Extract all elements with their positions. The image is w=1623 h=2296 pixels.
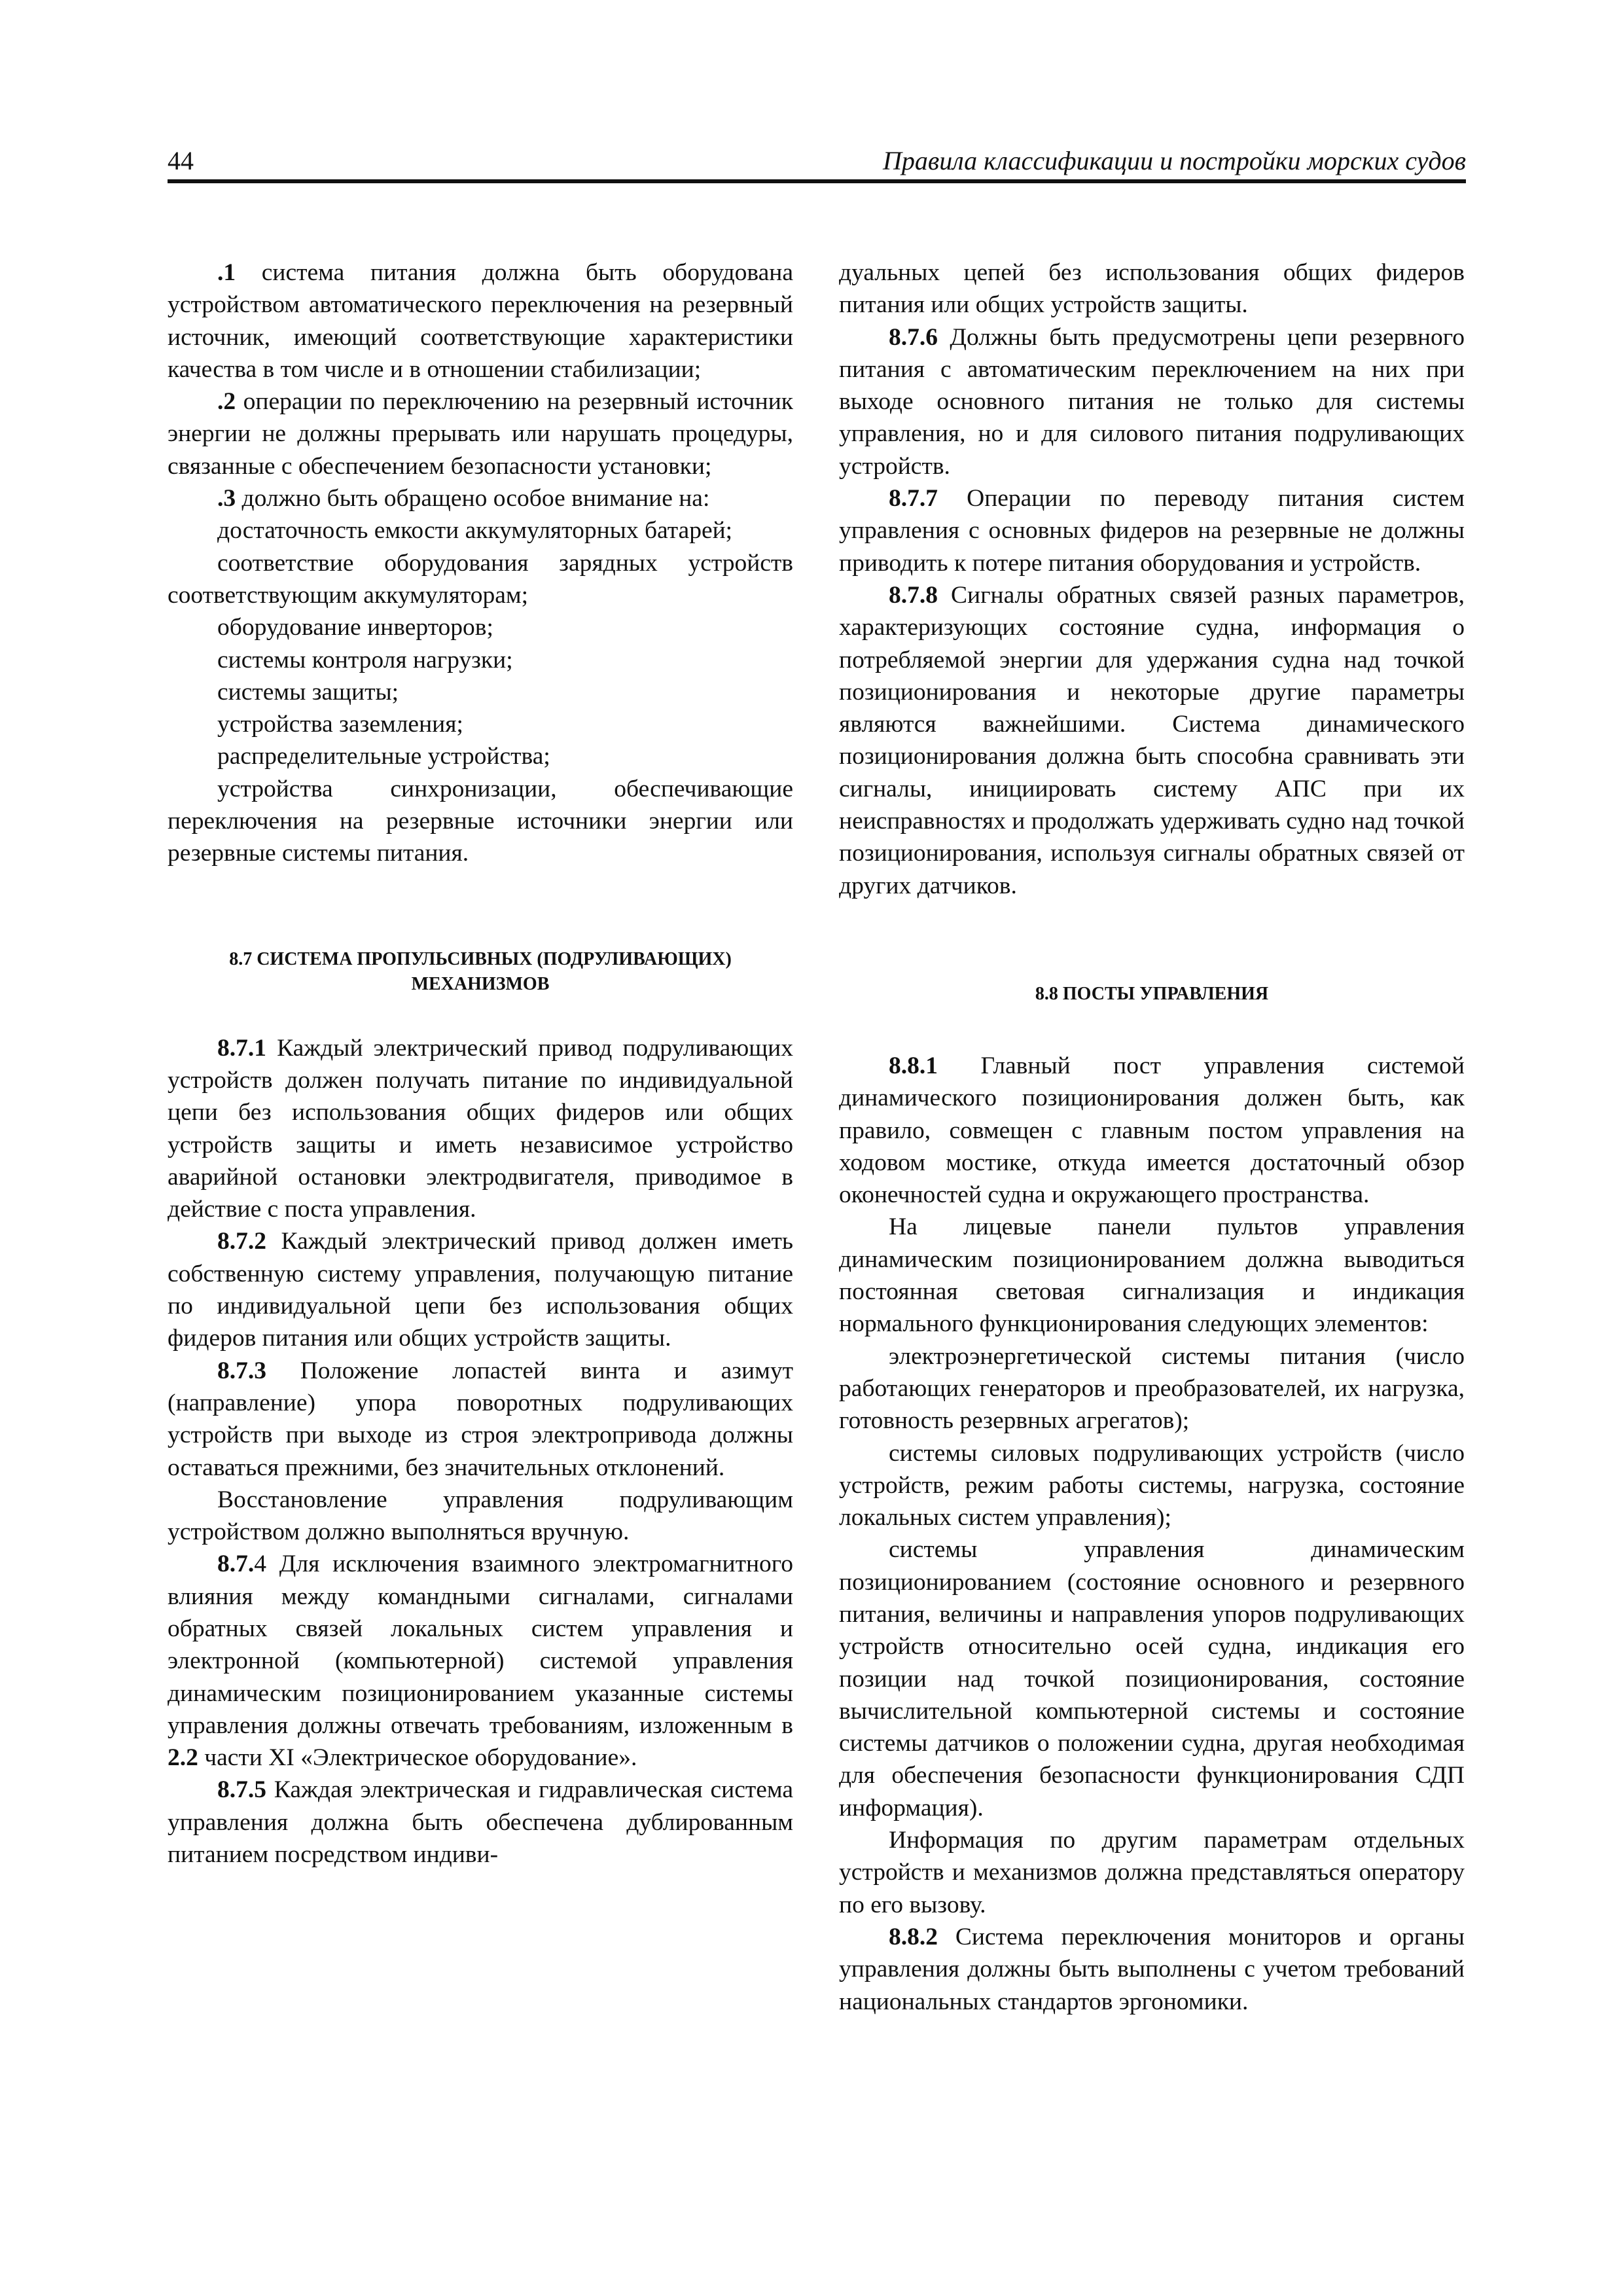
sub-item: устройства заземления; [217,711,463,738]
paragraph-8-7-3-cont: Восстановление управления подруливающим устройством должно выполняться вручную. [168,1486,793,1546]
sub-item: системы контроля нагрузки; [217,646,513,673]
sub-item: оборудование инверторов; [217,614,493,641]
page-header [168,143,1466,179]
paragraph-8-7-5-cont: дуальных цепей без использования общих фидеров питания или общих устройств защиты. [839,259,1465,319]
sub-item: соответствие оборудования зарядных устройств соответствующим аккумуляторам; [168,549,793,609]
sub-item: достаточность емкости аккумуляторных батарей; [217,517,733,545]
paragraph-8-8-2: 8.8.2 Система переключения мониторов и органы управления должны быть выполнены с учетом требований национальных стандартов эргономики. [839,1923,1465,2015]
paragraph-8-7-7: 8.7.7 Операции по переводу питания систем управления с основных фидеров на резервные не должны приводить к потере питания оборудования и устройств. [839,485,1465,577]
list-item-3: .3 должно быть обращено особое внимание на: [217,485,710,512]
paragraph-8-7-4: 8.7.4 Для исключения взаимного электромагнитного влияния между командными сигналами, сигналами обратных связей локальных систем управления и электронной (компьютерной) системой управления динамическим позиционированием указанные системы управления должны отвечать требованиям, изложенным в 2.2 части XI «Электрическое оборудование». [168,1551,793,1772]
page-number: 44 [168,146,194,175]
paragraph-8-7-5: 8.7.5 Каждая электрическая и гидравлическая система управления должна быть обеспечена дублированным питанием посредством индиви- [168,1776,793,1869]
list-item: системы силовых подруливающих устройств (число устройств, режим работы системы, нагрузка, состояние локальных систем управления); [839,1439,1465,1532]
section-heading-8-8: 8.8 ПОСТЫ УПРАВЛЕНИЯ [1035,983,1269,1004]
sub-item: системы защиты; [217,678,399,706]
paragraph-8-7-6: 8.7.6 Должны быть предусмотрены цепи резервного питания с автоматическим переключением на них при выходе основного питания не только для системы управления, но и для силового питания подруливающих устройств. [839,323,1465,480]
sub-item: устройства синхронизации, обеспечивающие переключения на резервные источники энергии или резервные системы питания. [168,775,793,867]
paragraph-8-7-2: 8.7.2 Каждый электрический привод должен иметь собственную систему управления, получающую питание по индивидуальной цепи без использования общих фидеров питания или общих устройств защиты. [168,1228,793,1352]
running-title: Правила классификации и постройки морских судов [882,146,1466,175]
paragraph-8-7-8: 8.7.8 Сигналы обратных связей разных параметров, характеризующих состояние судна, информация о потребляемой энергии для удержания судна над точкой позиционирования и некоторые другие параметры являются важнейшими. Система динамического позиционирования должна быть способна сравнивать эти сигналы, инициировать систему АПС при их неисправностях и продолжать удерживать судно над точкой позиционирования, используя сигналы обратных связей от других датчиков. [839,581,1465,899]
paragraph-panels: На лицевые панели пультов управления динамическим позиционированием должна выводиться постоянная световая сигнализация и индикация нормального функционирования следующих элементов: [839,1213,1465,1338]
right-column [839,257,1465,2018]
list-item: электроэнергетической системы питания (число работающих генераторов и преобразователей, их нагрузка, готовность резервных агрегатов); [839,1342,1465,1435]
list-item-1: .1 система питания должна быть оборудована устройством автоматического переключения на резервный источник, имеющий соответствующие характеристики качества в том числе и в отношении стабилизации; [168,259,793,383]
list-item: системы управления динамическим позиционированием (состояние основного и резервного питания, величины и направления упоров подруливающих устройств относительно осей судна, индикация его позиции над точкой позиционирования, состояние вычислительной компьютерной системы и состояние системы датчиков о положении судна, другая необходимая для обеспечения безопасности функционирования СДП информация). [839,1536,1465,1821]
section-heading-8-7: 8.7 СИСТЕМА ПРОПУЛЬСИВНЫХ (ПОДРУЛИВАЮЩИХ) МЕХАНИЗМОВ [229,948,732,994]
paragraph-info: Информация по другим параметрам отдельных устройств и механизмов должна представляться оператору по его вызову. [839,1827,1465,1918]
list-item-2: .2 операции по переключению на резервный источник энергии не должны прерывать или нарушать процедуры, связанные с обеспечением безопасности установки; [168,388,793,480]
paragraph-8-8-1: 8.8.1 Главный пост управления системой динамического позиционирования должен быть, как правило, совмещен с главным постом управления на ходовом мостике, откуда имеется достаточный обзор оконечностей судна и окружающего пространства. [839,1052,1465,1209]
sub-item: распределительные устройства; [217,743,550,770]
paragraph-8-7-1: 8.7.1 Каждый электрический привод подруливающих устройств должен получать питание по индивидуальной цепи без использования общих фидеров или общих устройств защиты и иметь независимое устройство аварийной остановки электродвигателя, приводимое в действие с поста управления. [168,1034,793,1223]
left-column [168,257,793,1871]
header-rule [168,179,1466,183]
paragraph-8-7-3: 8.7.3 Положение лопастей винта и азимут (направление) упора поворотных подруливающих устройств при выходе из строя электропривода должны оставаться прежними, без значительных отклонений. [168,1357,793,1481]
